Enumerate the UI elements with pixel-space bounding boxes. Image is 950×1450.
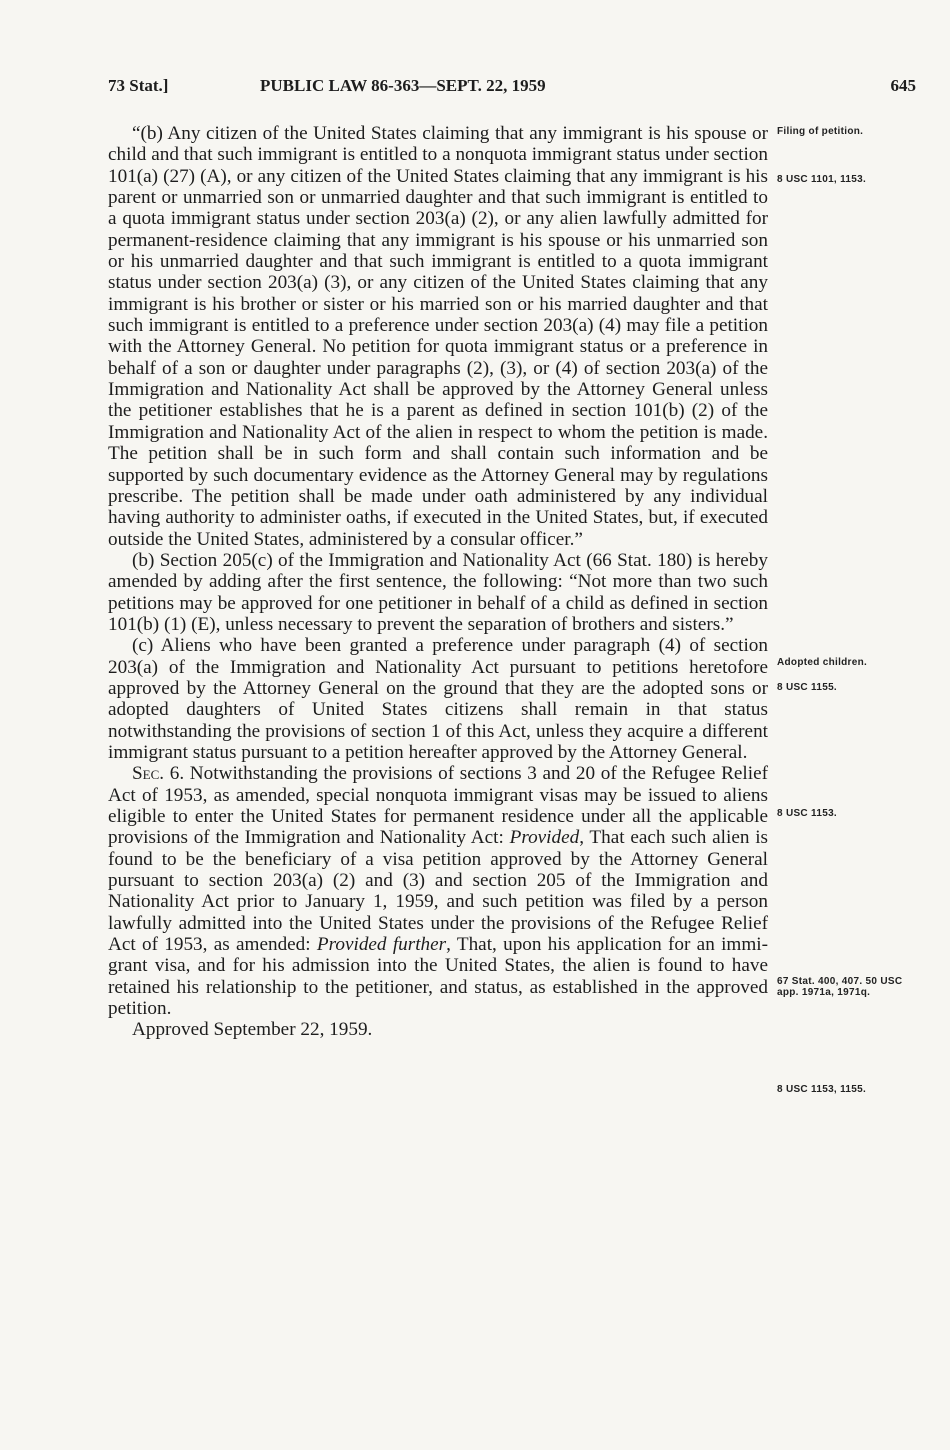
law-title: PUBLIC LAW 86-363—SEPT. 22, 1959 [260,76,546,95]
provided-further-proviso: Provided further [316,934,447,956]
section-6: Sec. 6. Notwithstanding the provisions of sections 3 and 20 of the Refugee Relief Act of 1953, as amended, special nonquota immigrant visas may be issued to aliens eligible to enter the United States for permanent residence under all the applicable provisions of the Immigration and Nationality Act: Provided, That each such alien is found to be the beneficiary of a visa petition approved by the Attorney General pursuant to section 203(a) (2) and (3) and section 205 of the Immigration and Nationality Act prior to January 1, 1959, and such petition was filed by a person lawfully admitted into the United States under the provisions of the Refugee Relief Act of 1953, as amended: Provided further, That, upon his application for an immigrant visa, and for his admission into the United States, the alien is found to have retained his relationship to the petitioner, and status, as established in the approved petition. [108,763,768,1020]
page-number: 645 [890,76,916,95]
provided-proviso: Provided [509,827,580,849]
margin-note-adopted-children: Adopted children. [777,657,868,668]
body-text [108,123,768,1041]
paragraph-b: (b) Section 205(c) of the Immigration and Nationality Act (66 Stat. 180) is hereby amended by adding after the first sentence, the following: “Not more than two such petitions may be approved for one petitioner in behalf of a child as defined in section 101(b) (1) (E), unless necessary to prevent the separation of brothers and sisters.” [108,549,768,635]
margin-note-filing: Filing of petition. [777,126,864,137]
margin-note-stat-67: 67 Stat. 400, 407. 50 USC app. 1971a, 1971q. [777,976,903,998]
page-header [108,76,916,100]
margin-note-usc-1101: 8 USC 1101, 1153. [777,174,867,185]
paragraph-b-quoted: “(b) Any citizen of the United States claiming that any immigrant is his spouse or child and that such immigrant is entitled to a nonquota immigrant status under section 101(a) (27) (A), or any citizen of the United States claiming that any immigrant is his parent or unmarried son or unmarried daughter and that such immigrant is entitled to a quota immigrant status under section 203(a) (2), or any alien lawfully admitted for permanent-residence claiming that any immigrant is his spouse or his unmarried son or his unmarried daughter and that such immigrant is entitled to a quota immigrant status under section 203(a) (3), or any citizen of the United States claiming that any immigrant is his brother or sister or his married son or his married daughter and that such immigrant is entitled to a preference under section 203(a) (4) may file a petition with the Attorney General. No petition for quota immigrant status or a preference in behalf of a son or daughter under paragraphs (2), (3), or (4) of section 203(a) of the Immigration and Nationality Act shall be approved by the Attorney General unless the petitioner establishes that he is a parent as defined in section 101(b) (2) of the Immigration and Nationality Act of the alien in respect to whom the petition is made. The petition shall be in such form and shall contain such information and be supported by such documentary evidence as the Attorney General may by regulations prescribe. The petition shall be made under oath administered by any individual having authority to administer oaths, if executed in the United States, but, if executed outside the United States, administered by a consular officer.” [108,123,768,550]
margin-note-usc-1155: 8 USC 1155. [777,682,838,693]
volume-reference: 73 Stat.] [108,76,169,95]
margin-note-usc-1153-1155: 8 USC 1153, 1155. [777,1084,867,1095]
paragraph-c: (c) Aliens who have been granted a preference under paragraph (4) of section 203(a) of the Immigration and Nationality Act pursuant to petitions heretofore approved by the Attorney General on the ground that they are the adopted sons or adopted daughters of United States citizens shall remain in that status notwithstanding the provisions of section 1 of this Act, unless they acquire a different immigrant status pursuant to a petition hereafter approved by the Attorney General. [108,635,768,763]
approval-date: Approved September 22, 1959. [132,1019,373,1041]
section-label: Sec. 6. [132,763,185,785]
margin-note-usc-1153: 8 USC 1153. [777,808,838,819]
